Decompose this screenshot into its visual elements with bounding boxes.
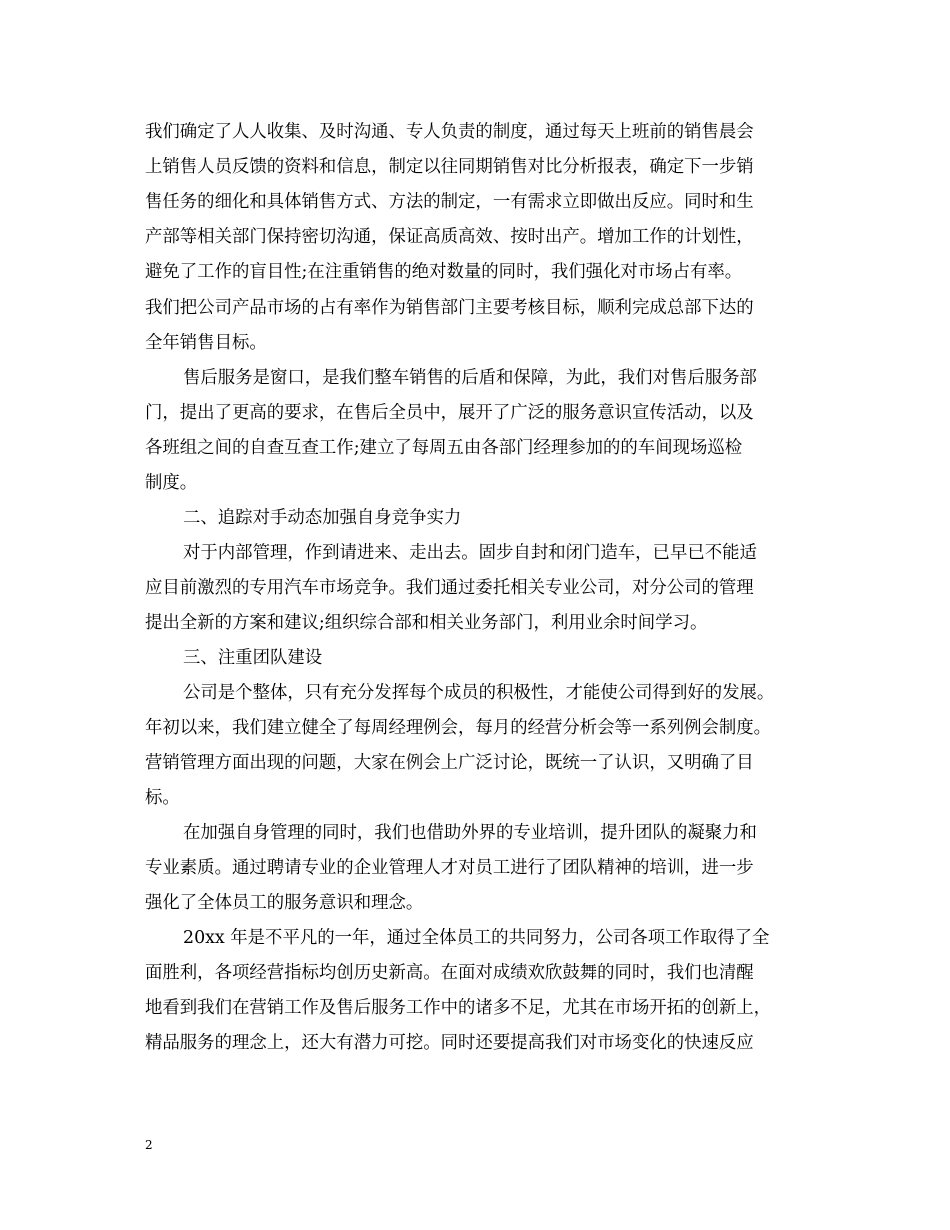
text-line: 精品服务的理念上，还大有潜力可挖。同时还要提高我们对市场变化的快速反应 (145, 1033, 754, 1053)
text-line: 在加强自身管理的同时，我们也借助外界的专业培训，提升团队的凝聚力和 (183, 823, 757, 843)
text-line: 地看到我们在营销工作及售后服务工作中的诸多不足，尤其在市场开拓的创新上， (145, 998, 772, 1018)
text-line: 营销管理方面出现的问题，大家在例会上广泛讨论，既统一了认识，又明确了目 (145, 753, 754, 773)
text-line: 提出全新的方案和建议;组织综合部和相关业务部门，利用业余时间学习。 (145, 613, 708, 633)
page-number: 2 (145, 1138, 153, 1152)
text-line: 专业素质。通过聘请专业的企业管理人才对员工进行了团队精神的培训，进一步 (145, 858, 754, 878)
text-line: 我们确定了人人收集、及时沟通、专人负责的制度，通过每天上班前的销售晨会 (145, 122, 754, 142)
text-line: 20xx 年是不平凡的一年，通过全体员工的共同努力，公司各项工作取得了全 (183, 928, 770, 948)
text-line: 我们把公司产品市场的占有率作为销售部门主要考核目标，顺利完成总部下达的 (145, 298, 754, 318)
text-line: 制度。 (145, 473, 198, 493)
section-heading: 三、注重团队建设 (183, 648, 323, 668)
text-line: 避免了工作的盲目性;在注重销售的绝对数量的同时，我们强化对市场占有率。 (145, 262, 743, 282)
text-line: 年初以来，我们建立健全了每周经理例会，每月的经营分析会等一系列例会制度。 (145, 718, 772, 738)
text-line: 售任务的细化和具体销售方式、方法的制定，一有需求立即做出反应。同时和生 (145, 192, 754, 212)
text-line: 门，提出了更高的要求，在售后全员中，展开了广泛的服务意识宣传活动，以及 (145, 403, 754, 423)
text-line: 各班组之间的自查互查工作;建立了每周五由各部门经理参加的的车间现场巡检 (145, 438, 743, 458)
section-heading: 二、追踪对手动态加强自身竞争实力 (183, 508, 462, 528)
text-line: 面胜利，各项经营指标均创历史新高。在面对成绩欢欣鼓舞的同时，我们也清醒 (145, 963, 754, 983)
text-line: 售后服务是窗口，是我们整车销售的后盾和保障，为此，我们对售后服务部 (183, 368, 757, 388)
text-line: 应目前激烈的专用汽车市场竞争。我们通过委托相关专业公司，对分公司的管理 (145, 578, 754, 598)
text-line: 公司是个整体，只有充分发挥每个成员的积极性，才能使公司得到好的发展。 (183, 683, 775, 703)
text-line: 对于内部管理，作到请进来、走出去。固步自封和闭门造车，已早已不能适 (183, 543, 757, 563)
text-line: 标。 (145, 788, 180, 808)
text-line: 上销售人员反馈的资料和信息，制定以往同期销售对比分析报表，确定下一步销 (145, 157, 754, 177)
text-line: 全年销售目标。 (145, 333, 267, 353)
text-line: 产部等相关部门保持密切沟通，保证高质高效、按时出产。增加工作的计划性， (145, 227, 754, 247)
text-line: 强化了全体员工的服务意识和理念。 (145, 893, 424, 913)
